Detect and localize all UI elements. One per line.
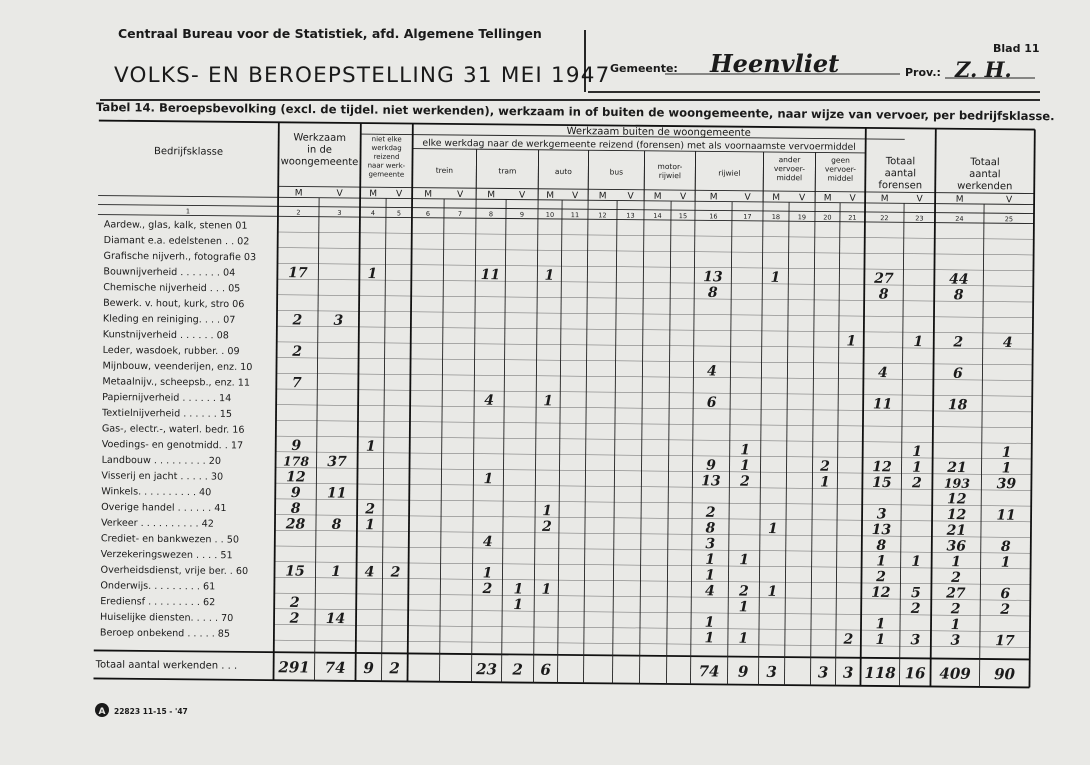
column-number: 7 (457, 210, 463, 219)
census-title: VOLKS- EN BEROEPSTELLING 31 MEI 1947 (114, 63, 611, 88)
row-label: Kleding en reiniging. . . . 07 (102, 313, 236, 326)
table-cell: 2 (292, 343, 303, 360)
total-cell: 74 (698, 662, 720, 681)
table-cell: 8 (876, 537, 887, 554)
table-cell: 15 (285, 563, 305, 580)
header-buiten: Werkzaam buiten de woongemeente (566, 126, 751, 139)
header-mode: vervoer- (773, 164, 806, 174)
header-sex: M (369, 189, 378, 200)
column-number: 12 (598, 211, 607, 220)
total-cell: 2 (512, 660, 523, 679)
header-mode: auto (554, 166, 572, 177)
column-number: 2 (296, 208, 301, 217)
table-cell: 3 (910, 632, 921, 649)
table-cell: 1 (912, 443, 923, 460)
table-cell: 193 (943, 475, 971, 491)
header-mode: geen (831, 155, 850, 165)
row-label: Visserij en jacht . . . . . 30 (101, 470, 224, 483)
table-cell: 1 (739, 552, 750, 569)
table-cell: 12 (946, 491, 967, 508)
table-cell: 1 (768, 521, 778, 538)
column-number: 10 (545, 210, 555, 219)
printer-logo-letter: A (98, 707, 106, 717)
table-cell: 1 (483, 471, 494, 488)
table-cell: 1 (365, 517, 375, 534)
table-cell: 1 (513, 597, 524, 614)
header-sex: V (849, 193, 856, 204)
table-cell: 1 (740, 457, 751, 475)
table-cell: 12 (872, 459, 892, 476)
column-number: 13 (626, 211, 635, 220)
table-cell: 8 (331, 516, 342, 533)
row-label: Mijnbouw, veenderijen, enz. 10 (102, 360, 253, 374)
column-number: 1 (185, 207, 191, 216)
total-cell: 2 (389, 659, 400, 678)
header-sex: M (653, 191, 662, 202)
header-sex: V (680, 192, 687, 203)
header-sex: M (772, 193, 781, 204)
table-cell: 1 (541, 581, 552, 598)
row-label: Landbouw . . . . . . . . . 20 (101, 454, 222, 467)
row-label: Onderwijs. . . . . . . . . 61 (100, 580, 216, 593)
table-cell: 1 (913, 333, 924, 351)
header-sex: V (627, 191, 634, 202)
header-niet-elke: naar werk- (367, 161, 406, 170)
header-totaal-werkenden: aantal (969, 168, 1001, 181)
total-cell: 16 (904, 664, 926, 683)
table-cell: 39 (996, 476, 1017, 493)
table-cell: 1 (846, 333, 857, 350)
row-label: Aardew., glas, kalk, stenen 01 (103, 219, 248, 232)
table-cell: 12 (871, 584, 891, 601)
total-cell: 3 (842, 663, 854, 682)
table-cell: 3 (876, 506, 887, 523)
header-sex: V (572, 191, 579, 202)
table-cell: 1 (705, 551, 716, 568)
table-cell: 2 (953, 334, 964, 351)
table-cell: 2 (820, 458, 831, 475)
header-werkzaam-in: in de (307, 144, 333, 156)
table-cell: 1 (704, 630, 715, 647)
row-label: Bouwnijverheid . . . . . . . 04 (103, 266, 236, 279)
header-niet-elke: reizend (373, 152, 400, 162)
table-cell: 37 (327, 453, 347, 471)
column-number: 11 (570, 211, 580, 220)
row-label: Chemische nijverheid . . . 05 (103, 282, 241, 295)
table-cell: 7 (291, 375, 302, 392)
header-sex: V (916, 194, 923, 205)
table-cell: 27 (874, 270, 894, 287)
table-cell: 4 (707, 363, 717, 380)
column-number: 5 (396, 209, 402, 218)
header-sex: M (823, 193, 832, 204)
table-cell: 1 (705, 567, 715, 584)
header-mode: rijwiel (718, 168, 741, 178)
header-sex: V (799, 193, 806, 204)
total-cell: 74 (324, 658, 346, 677)
header-sex: M (487, 190, 496, 201)
table-cell: 8 (290, 500, 301, 517)
total-cell: 9 (737, 662, 749, 681)
table-cell: 1 (819, 474, 830, 491)
table-cell: 2 (542, 518, 552, 535)
table-cell: 3 (950, 632, 961, 649)
table-cell: 8 (878, 286, 889, 303)
table-cell: 6 (1000, 586, 1011, 603)
header-mode: ander (778, 155, 801, 165)
total-cell: 90 (994, 665, 1016, 684)
header-mode: trein (435, 165, 454, 175)
table-cell: 1 (331, 563, 341, 581)
table-cell: 17 (288, 265, 308, 282)
table-cell: 2 (876, 569, 886, 586)
column-number: 22 (880, 214, 889, 223)
header-mode: tram (498, 166, 517, 176)
header-mode: bus (609, 167, 624, 177)
table-cell: 11 (326, 485, 347, 502)
header-mode: middel (827, 173, 854, 183)
total-cell: 6 (540, 660, 551, 679)
table-cell: 12 (946, 507, 967, 524)
table-cell: 13 (871, 521, 892, 539)
table-cell: 28 (285, 516, 306, 533)
header-sex: M (880, 194, 889, 205)
header-mode: vervoer- (824, 164, 857, 174)
header-elke-werkdag: elke werkdag naar de werkgemeente reizend (forensen) met als voornaamste vervoermiddel (422, 137, 856, 153)
header-totaal-forensen: Totaal (885, 156, 916, 168)
table-cell: 4 (482, 533, 493, 551)
table-cell: 13 (703, 269, 723, 286)
table-cell: 1 (513, 581, 524, 598)
table-cell: 2 (482, 581, 493, 598)
table-cell: 1 (1001, 444, 1012, 461)
table-cell: 1 (876, 553, 887, 570)
table-cell: 4 (484, 392, 495, 409)
table-cell: 5 (910, 585, 921, 602)
header-sex: V (457, 190, 464, 201)
row-label: Grafische nijverh., fotografie 03 (103, 250, 257, 264)
row-label: Papiernijverheid . . . . . . 14 (102, 392, 232, 405)
table-cell: 2 (292, 312, 303, 329)
row-label: Leder, wasdoek, rubber. . 09 (102, 344, 240, 358)
table-cell: 18 (947, 397, 968, 414)
header-sex: V (519, 190, 526, 201)
row-label: Bewerk. v. hout, kurk, stro 06 (103, 297, 245, 311)
gemeente-value: Heenvliet (710, 49, 840, 78)
column-number: 24 (955, 214, 964, 223)
table-cell: 8 (1000, 538, 1011, 556)
row-label: Verkeer . . . . . . . . . . 42 (100, 517, 214, 530)
column-number: 25 (1004, 215, 1014, 224)
row-label: Voedings- en genotmidd. . 17 (101, 439, 244, 452)
table-cell: 13 (701, 473, 721, 490)
header-totaal-forensen: aantal (884, 168, 917, 180)
column-number: 21 (848, 213, 857, 222)
header-sex: M (709, 192, 718, 203)
table-cell: 9 (290, 485, 301, 502)
sheet-number: Blad 11 (993, 42, 1040, 55)
table-cell: 1 (367, 265, 378, 283)
table-cell: 14 (325, 610, 346, 628)
table-cell: 2 (739, 473, 750, 490)
total-cell: 409 (939, 664, 971, 683)
table-cell: 21 (947, 459, 967, 477)
table-cell: 3 (333, 312, 344, 329)
table-cell: 4 (1002, 334, 1013, 351)
table-cell: 1 (738, 599, 749, 616)
column-number: 20 (823, 213, 832, 222)
table-cell: 12 (286, 469, 306, 486)
table-cell: 2 (1000, 601, 1011, 618)
print-code: 22823 11-15 - '47 (114, 707, 188, 716)
row-label: Huiselijke diensten. . . . . 70 (100, 611, 234, 625)
row-label: Textielnijverheid . . . . . . 15 (101, 407, 233, 420)
header-niet-elke: niet elke (371, 135, 402, 144)
table-cell: 2 (843, 631, 854, 648)
table-cell: 9 (291, 437, 302, 455)
total-row-label: Totaal aantal werkenden . . . (95, 659, 238, 672)
bureau-line: Centraal Bureau voor de Statistiek, afd. Algemene Tellingen (118, 26, 542, 41)
row-label: Diamant e.a. edelstenen . . 02 (103, 235, 250, 248)
table-cell: 6 (706, 394, 717, 411)
table-cell: 44 (949, 271, 969, 288)
header-totaal-werkenden: Totaal (970, 156, 1000, 169)
table-cell: 11 (480, 267, 501, 284)
table-cell: 2 (738, 583, 749, 600)
table-cell: 8 (953, 287, 964, 304)
table-cell: 1 (912, 459, 923, 476)
row-label: Kunstnijverheid . . . . . . 08 (102, 329, 229, 342)
total-cell: 3 (817, 663, 829, 682)
header-sex: M (546, 190, 555, 201)
table-cell: 27 (946, 585, 966, 602)
column-number: 18 (771, 213, 781, 222)
column-number: 17 (743, 212, 752, 221)
row-label: Overige handel . . . . . . 41 (101, 501, 227, 515)
table-cell: 1 (365, 438, 376, 455)
table-cell: 2 (390, 564, 401, 581)
header-mode: middel (776, 173, 803, 183)
header-totaal-werkenden: werkenden (957, 180, 1013, 193)
prov-value: Z. H. (955, 57, 1012, 82)
table-cell: 1 (1001, 460, 1012, 477)
column-number: 15 (678, 212, 688, 221)
header-sex: M (598, 191, 607, 202)
header-sex: M (424, 189, 433, 200)
table-cell: 1 (770, 269, 781, 286)
table-cell: 9 (706, 457, 717, 474)
table-cell: 2 (950, 601, 961, 618)
column-number: 23 (915, 214, 924, 223)
table-cell: 1 (951, 554, 962, 571)
header-mode: motor- (657, 161, 683, 172)
header-niet-elke: werkdag (371, 143, 402, 153)
table-cell: 1 (767, 583, 778, 600)
column-number: 3 (337, 208, 342, 217)
table-cell: 4 (704, 583, 715, 600)
header-niet-elke: gemeente (368, 170, 405, 179)
table-cell: 1 (704, 614, 715, 631)
header-werkzaam-in: woongemeente (280, 156, 359, 169)
header-sex: M (955, 194, 964, 205)
table-cell: 8 (705, 520, 716, 537)
column-number: 4 (370, 209, 376, 218)
header-sex: V (396, 189, 403, 200)
table-cell: 178 (282, 453, 310, 469)
prov-label: Prov.: (905, 66, 941, 79)
table-cell: 1 (542, 503, 553, 520)
table-cell: 1 (482, 565, 493, 582)
total-cell: 9 (363, 659, 374, 678)
header-mode: rijwiel (658, 170, 681, 181)
column-number: 6 (425, 209, 431, 218)
table-cell: 6 (953, 365, 963, 382)
table-cell: 2 (289, 594, 300, 612)
table-cell: 11 (996, 507, 1016, 524)
table-cell: 2 (951, 569, 961, 586)
column-number: 8 (488, 210, 494, 219)
row-label: Metaalnijv., scheepsb., enz. 11 (102, 376, 251, 389)
table-cell: 2 (289, 610, 300, 627)
table-title: Tabel 14. Beroepsbevolking (excl. de tijdel. niet werkenden), werkzaam in of buiten de woongemeente, naar wijze van vervoer, per bedrijfsklasse. (95, 100, 1055, 124)
table-cell: 11 (872, 396, 893, 413)
row-label: Gas-, electr.-, waterl. bedr. 16 (101, 423, 245, 436)
table-cell: 2 (910, 600, 921, 617)
header-sex: M (294, 188, 303, 199)
header-totaal-forensen: forensen (878, 180, 923, 192)
row-label: Verzekeringswezen . . . . 51 (100, 548, 233, 562)
row-label: Erediensf . . . . . . . . . 62 (100, 596, 216, 609)
table-cell: 8 (707, 284, 718, 302)
table-cell: 3 (705, 536, 716, 553)
column-number: 14 (653, 211, 662, 220)
row-label: Winkels. . . . . . . . . . 40 (101, 486, 212, 499)
table-cell: 1 (543, 393, 554, 410)
gemeente-label: Gemeente: (610, 62, 678, 75)
row-label: Overheidsdienst, vrije ber. . 60 (100, 564, 249, 578)
table-cell: 36 (946, 538, 967, 555)
total-cell: 291 (278, 658, 310, 677)
column-number: 16 (709, 212, 718, 221)
table-cell: 1 (544, 267, 555, 284)
table-cell: 1 (738, 630, 749, 647)
header-bedrijfsklasse: Bedrijfsklasse (153, 146, 224, 158)
table-cell: 1 (911, 553, 922, 570)
table-cell: 2 (705, 504, 716, 521)
table-cell: 2 (911, 475, 922, 492)
total-cell: 3 (766, 662, 777, 681)
header-sex: V (1005, 195, 1013, 206)
table-cell: 17 (995, 633, 1015, 650)
table-cell: 4 (878, 365, 888, 382)
column-number: 19 (797, 213, 807, 222)
table-cell: 15 (872, 474, 892, 492)
table-cell: 4 (364, 564, 375, 581)
row-label: Crediet- en bankwezen . . 50 (100, 533, 240, 546)
table-cell: 1 (875, 631, 886, 649)
table-cell: 21 (946, 522, 967, 539)
table-cell: 2 (365, 501, 376, 518)
column-number: 9 (519, 210, 525, 219)
total-cell: 23 (476, 660, 498, 679)
table-cell: 1 (740, 442, 751, 459)
header-werkzaam-in: Werkzaam (293, 132, 347, 144)
table-cell: 1 (875, 616, 886, 633)
row-label: Beroep onbekend . . . . . 85 (99, 627, 231, 640)
table-cell: 1 (950, 616, 961, 634)
header-sex: V (336, 188, 343, 199)
total-cell: 118 (864, 663, 896, 683)
table-cell: 1 (1000, 554, 1011, 571)
header-sex: V (744, 192, 751, 203)
